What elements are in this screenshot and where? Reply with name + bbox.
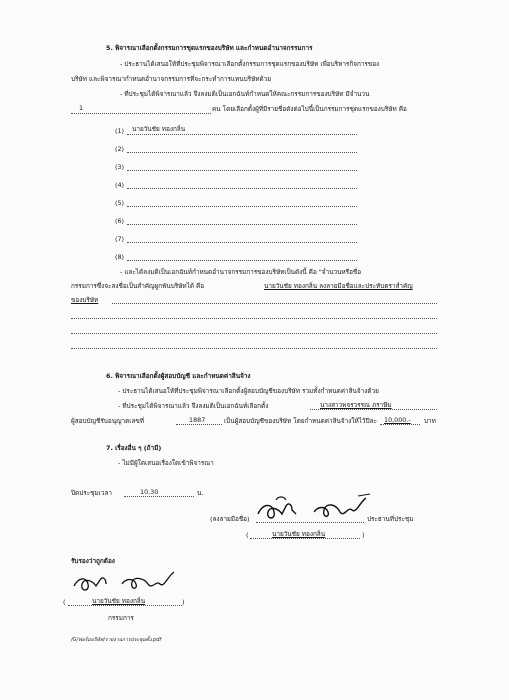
blank-line: [71, 318, 437, 319]
chair-signature-mark: [252, 492, 382, 524]
director-line: [127, 242, 357, 243]
director-no: (1): [115, 127, 125, 135]
closing-suffix: น.: [197, 489, 204, 497]
director-line: [127, 260, 357, 261]
auditor-license-label: ผู้สอบบัญชีรับอนุญาตเลขที่: [71, 417, 144, 425]
closing-label: ปิดประชุมเวลา: [71, 489, 112, 497]
certifier-role: กรรมการ: [108, 614, 134, 622]
director-line: [127, 224, 357, 225]
fee-line: [380, 424, 420, 425]
license-line: [176, 424, 222, 425]
section5-para2-line2: คน โดยเลือกตั้งผู้ที่มีรายชื่อดังต่อไปนี้เป็นกรรมการชุดแรกของบริษัท คือ: [212, 105, 407, 113]
section7-heading: 7. เรื่องอื่น ๆ (ถ้ามี): [106, 444, 162, 452]
section5-para3-line1: - และได้ลงมติเป็นเอกฉันท์กำหนดอำนาจกรรมการของบริษัทเป็นดังนี้ คือ "จำนวนหรือชื่อ: [120, 268, 362, 276]
currency: บาท: [424, 417, 436, 425]
director-count: 1: [79, 104, 84, 112]
auditor-fee-label: เป็นผู้สอบบัญชีของบริษัท โดยกำหนดค่าสินจ้างให้ไว้ปีละ: [224, 417, 377, 425]
authority-line: [112, 303, 437, 304]
certifier-name: นายวันชัย ทองกลิ่น: [92, 597, 146, 605]
chair-role: ประธานที่ประชุม: [367, 515, 414, 523]
section5-para3-line2-prefix: กรรมการซึ่งจะลงชื่อเป็นสำคัญผูกพันบริษัทได้ คือ: [71, 282, 205, 290]
director-no: (7): [115, 235, 125, 243]
director-name: นายวันชัย ทองกลิ่น: [132, 125, 186, 133]
chair-name-line: [250, 538, 360, 539]
auditor-fee: 10,000.-: [384, 416, 411, 424]
director-no: (5): [115, 199, 125, 207]
certifier-paren-close: ): [182, 598, 185, 606]
authority-value: นายวันชัย ทองกลิ่น ลงลายมือชื่อและประทับตราสำคัญ: [264, 282, 413, 290]
chair-name: นายวันชัย ทองกลิ่น: [272, 530, 326, 538]
blank-line: [71, 333, 437, 334]
director-no: (6): [115, 217, 125, 225]
section6-para1: - ประธานได้เสนอให้ที่ประชุมพิจารณาเลือกตั้งผู้สอบบัญชีของบริษัท รวมทั้งกำหนดค่าสินจ้างด้วย: [118, 387, 379, 395]
blank-line: [71, 348, 437, 349]
chair-name-paren-open: (: [246, 531, 249, 539]
director-line: [127, 134, 357, 135]
chair-name-paren-close: ): [362, 531, 365, 539]
auditor-license-no: 1887: [189, 416, 206, 424]
director-line: [127, 170, 357, 171]
section7-para: - ไม่มีผู้ใดเสนอเรื่องใดเข้าพิจารณา: [118, 459, 214, 467]
signature-label: (ลงลายมือชื่อ): [210, 515, 250, 523]
director-no: (4): [115, 181, 125, 189]
authority-value-cont: ของบริษัท: [71, 296, 99, 304]
director-line: [127, 206, 357, 207]
section6-para2-prefix: - ที่ประชุมได้พิจารณาแล้ว จึงลงมติเป็นเอกฉันท์เลือกตั้ง: [118, 402, 269, 410]
section5-heading: 5. พิจารณาเลือกตั้งกรรมการชุดแรกของบริษัท และกำหนดอำนาจกรรมการ: [106, 44, 313, 52]
director-line: [127, 188, 357, 189]
certifier-signature-mark: [70, 568, 190, 596]
count-line: [71, 113, 211, 114]
closing-time-line: [124, 496, 194, 497]
section5-para1-line2: บริษัท และพิจารณากำหนดอำนาจกรรมการที่จะกระทำการแทนบริษัทด้วย: [71, 75, 271, 83]
director-no: (3): [115, 163, 125, 171]
section6-heading: 6. พิจารณาเลือกตั้งผู้สอบบัญชี และกำหนดค่าสินจ้าง: [106, 372, 251, 380]
auditor-name: นางสาวพจรวรรณ ภราษีม: [320, 401, 392, 409]
director-line: [127, 152, 357, 153]
certifier-name-line: [68, 605, 182, 606]
closing-time: 10.30: [140, 488, 159, 496]
director-no: (2): [115, 145, 125, 153]
director-no: (8): [115, 253, 125, 261]
file-path: /G/ฟอร์มบริษัท/รายงานการประชุมตั้ง.pdf: [71, 637, 162, 643]
auditor-line: [310, 409, 437, 410]
certifier-paren-open: (: [63, 598, 66, 606]
section5-para2-line1: - ที่ประชุมได้พิจารณาแล้ว จึงลงมติเป็นเอกฉันท์กำหนดให้คณะกรรมการของบริษัท มีจำนวน: [120, 90, 370, 98]
certified-heading: รับรองว่าถูกต้อง: [71, 557, 115, 565]
section5-para1-line1: - ประธานได้เสนอให้ที่ประชุมพิจารณาเลือกตั้งกรรมการชุดแรกของบริษัท เพื่อบริหารกิจการของ: [120, 60, 380, 68]
